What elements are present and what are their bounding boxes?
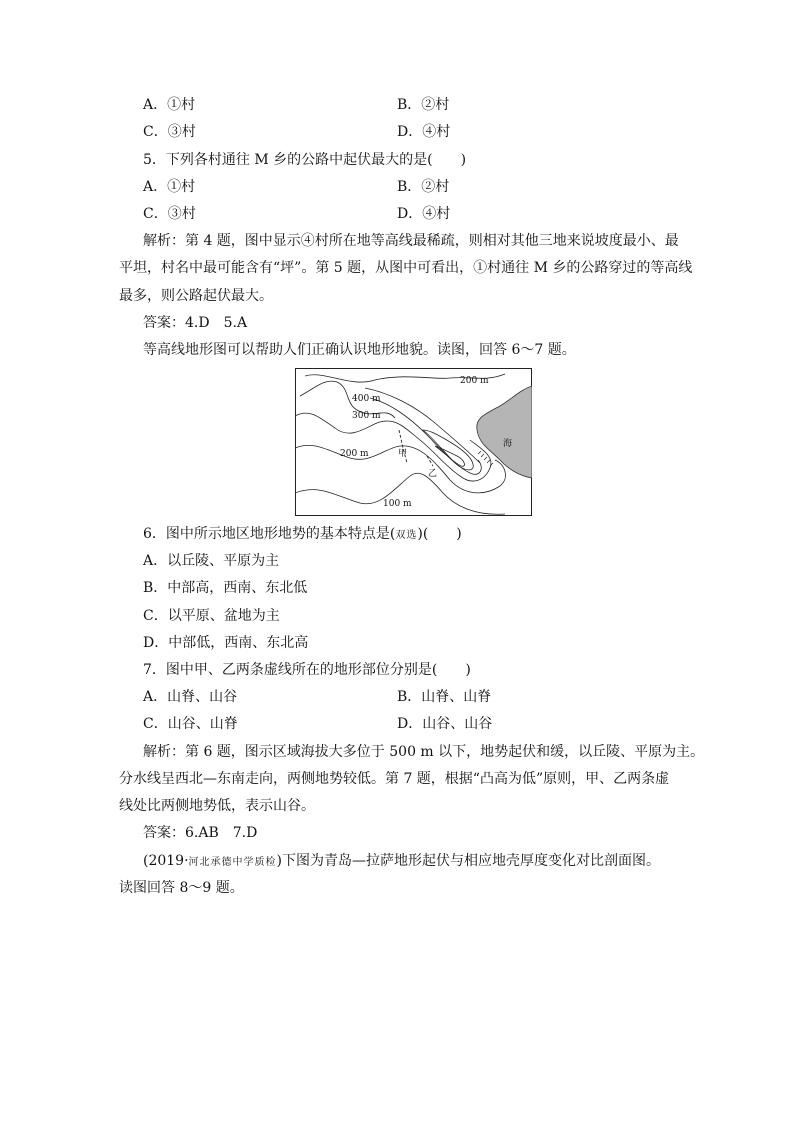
analysis2-line1: 解析：第 6 题，图示区域海拔大多位于 500 m 以下，地势起伏和缓，以丘陵、平原为主。	[143, 744, 705, 760]
q4-option-d: D．④村	[397, 124, 451, 140]
q5-stem: 5．下列各村通往 M 乡的公路中起伏最大的是( )	[143, 152, 467, 168]
q7-option-a: A．山脊、山谷	[143, 689, 238, 705]
intro-q6-7: 等高线地形图可以帮助人们正确认识地形地貌。读图，回答 6～7 题。	[143, 342, 576, 358]
q7-option-b: B．山脊、山脊	[397, 689, 492, 705]
q6-stem: 6．图中所示地区地形地势的基本特点是(双选)( )	[143, 526, 462, 542]
q7-option-d: D．山谷、山谷	[397, 716, 493, 732]
label-100m: 100 m	[383, 499, 412, 509]
label-300m: 300 m	[352, 411, 381, 421]
q5-option-b: B．②村	[397, 179, 450, 195]
answer1: 答案：4.D 5.A	[143, 315, 248, 331]
q6-option-a: A．以丘陵、平原为主	[143, 553, 280, 569]
analysis1-line2: 平坦，村名中最可能含有“坪”。第 5 题，从图中可看出，①村通往 M 乡的公路穿过的等高线	[119, 260, 693, 276]
q5-option-d: D．④村	[397, 206, 451, 222]
q4-option-b: B．②村	[397, 97, 450, 113]
analysis1-line1: 解析：第 4 题，图中显示④村所在地等高线最稀疏，则相对其他三地来说坡度最小、最	[143, 233, 679, 249]
label-200m-top: 200 m	[460, 376, 489, 386]
q6-option-d: D．中部低，西南、东北高	[143, 635, 309, 651]
q5-option-c: C．③村	[143, 206, 196, 222]
contour-map-figure	[295, 368, 532, 516]
q7-stem: 7．图中甲、乙两条虚线所在的地形部位分别是( )	[143, 662, 471, 678]
q4-option-a: A．①村	[143, 97, 196, 113]
intro-q8-9: (2019·河北承德中学质检)下图为青岛—拉萨地形起伏与相应地壳厚度变化对比剖面图。	[143, 853, 661, 869]
label-200m-left: 200 m	[340, 449, 369, 459]
q6-option-c: C．以平原、盆地为主	[143, 608, 280, 624]
q4-option-c: C．③村	[143, 124, 196, 140]
q6-option-b: B．中部高，西南、东北低	[143, 580, 308, 596]
analysis1-line3: 最多，则公路起伏最大。	[119, 288, 273, 304]
label-yi: 乙	[428, 469, 438, 479]
label-jia: 甲	[398, 449, 408, 459]
analysis2-line2: 分水线呈西北—东南走向，两侧地势较低。第 7 题，根据“凸高为低”原则，甲、乙两条虚	[119, 771, 670, 787]
intro-q8-9-line2: 读图回答 8～9 题。	[119, 880, 244, 896]
answer2: 答案：6.AB 7.D	[143, 825, 258, 841]
analysis2-line3: 线处比两侧地势低，表示山谷。	[119, 798, 315, 814]
q5-option-a: A．①村	[143, 179, 196, 195]
q7-option-c: C．山谷、山脊	[143, 716, 238, 732]
label-400m: 400 m	[352, 394, 381, 404]
label-sea: 海	[503, 439, 513, 449]
